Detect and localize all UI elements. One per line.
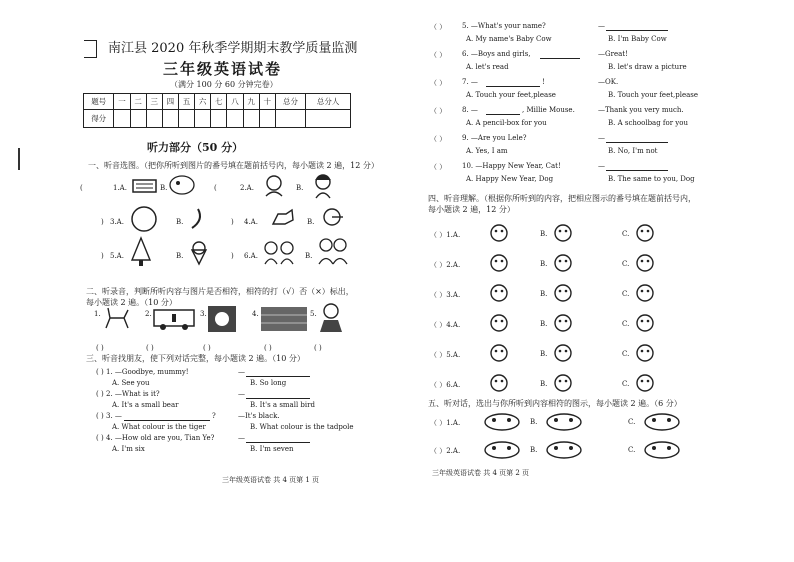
score-value-cell xyxy=(211,110,227,128)
option-b: B. No, I'm not xyxy=(608,147,658,155)
reply-blank[interactable] xyxy=(606,22,668,31)
score-header-cell: 六 xyxy=(195,94,211,110)
score-header-cell: 七 xyxy=(211,94,227,110)
pinocchio-picture xyxy=(319,205,345,233)
dialogue-question-end: ! xyxy=(542,78,545,86)
option-label: C. xyxy=(622,320,630,328)
reply-blank[interactable] xyxy=(246,368,310,377)
bear-picture xyxy=(488,252,510,274)
dialogue-reply: —OK. xyxy=(598,78,619,86)
dialogue-reply: — xyxy=(598,22,605,30)
reply-blank[interactable] xyxy=(606,162,668,171)
exam-page-2 xyxy=(400,0,794,562)
exam-title: 南江县 2020 年秋季学期期末教学质量监测 xyxy=(108,41,358,56)
dialogue-reply: — xyxy=(238,368,245,376)
dialogue-question: 4. —How old are you, Tian Ye? xyxy=(106,434,215,442)
dialogue-question: 6. —Boys and girls, xyxy=(462,50,531,58)
reply-blank[interactable] xyxy=(246,434,310,443)
answer-paren[interactable]: （ ） xyxy=(430,23,447,31)
girl-picture xyxy=(310,172,336,200)
reindeer-picture xyxy=(102,304,134,332)
listening-title: 听力部分（50 分） xyxy=(147,141,244,154)
score-header-cell: 十 xyxy=(259,94,275,110)
option-a: A. Happy New Year, Dog xyxy=(466,175,554,183)
score-header-cell: 四 xyxy=(162,94,178,110)
bird-picture xyxy=(634,222,656,244)
score-header-cell: 九 xyxy=(243,94,259,110)
girl-picture xyxy=(488,372,510,394)
option-label: B. xyxy=(530,418,538,426)
answer-label[interactable]: （ ）4.A. xyxy=(430,321,461,329)
option-label: C. xyxy=(628,418,636,426)
banana-picture xyxy=(188,206,208,232)
answer-label[interactable]: （ ）1.A. xyxy=(430,419,461,427)
dialogue-reply: —It's black. xyxy=(238,412,280,420)
option-label: C. xyxy=(622,230,630,238)
reply-blank[interactable] xyxy=(606,134,668,143)
score-value-cell xyxy=(146,110,162,128)
family-table-picture xyxy=(642,438,682,460)
ice-cream-picture xyxy=(188,240,210,266)
dialogue-question: 5. —What's your name? xyxy=(462,22,546,30)
option-a: A. Touch your feet,please xyxy=(466,91,556,99)
dialogue-question: 9. —Are you Lele? xyxy=(462,134,527,142)
ball-nine-picture xyxy=(482,410,522,432)
option-label: B. xyxy=(540,260,548,268)
dialogue-reply: — xyxy=(598,162,605,170)
option-label: B. xyxy=(540,350,548,358)
dialogue-reply: — xyxy=(238,390,245,398)
option-label: B. xyxy=(530,446,538,454)
score-header-cell: 五 xyxy=(178,94,194,110)
reply-blank[interactable] xyxy=(246,390,310,399)
girl-sitting-picture xyxy=(316,302,346,334)
option-b: B. I'm Baby Cow xyxy=(608,35,667,43)
option-b: B. Touch your feet,please xyxy=(608,91,699,99)
answer-label[interactable]: （ ）2.A. xyxy=(430,261,461,269)
option-a: A. A pencil-box for you xyxy=(466,119,547,127)
dog-picture xyxy=(270,206,296,230)
section-2-heading: 二、听录音，判断所听内容与图片是否相符，相符的打（√）否（×）标出，每小题读 2 遍。（10 分） xyxy=(86,287,354,307)
option-label: B. xyxy=(540,320,548,328)
answer-paren[interactable]: ( ) xyxy=(96,412,104,420)
answer-label[interactable]: （ ）2.A. xyxy=(430,447,461,455)
robot-picture xyxy=(552,372,574,394)
option-b: B. A schoolbag for you xyxy=(608,119,688,127)
elephant-picture xyxy=(634,252,656,274)
dialogue-question: 8. — xyxy=(462,106,478,114)
option-label: C. xyxy=(622,260,630,268)
puppet-picture xyxy=(634,312,656,334)
score-header-cell: 总分人 xyxy=(306,94,351,110)
s1-q1-a: 1.A. xyxy=(113,184,127,192)
frog-picture xyxy=(488,222,510,244)
party-cakes-picture xyxy=(544,438,584,460)
man-picture xyxy=(552,312,574,334)
dialogue-reply: —Great! xyxy=(598,50,628,58)
option-a: A. let's read xyxy=(466,63,509,71)
question-blank[interactable] xyxy=(486,106,520,115)
score-header-row xyxy=(84,94,351,110)
option-label: B. xyxy=(540,230,548,238)
option-b: B. What colour is the tadpole xyxy=(250,423,354,431)
boy-picture xyxy=(262,174,286,198)
option-a: A. What colour is the tiger xyxy=(112,423,206,431)
score-value-cell xyxy=(195,110,211,128)
section-3-heading: 三、听音找朋友，使下列对话完整，每小题读 2 遍。（10 分） xyxy=(86,354,305,363)
answer-paren[interactable]: ( ) xyxy=(96,434,104,442)
score-value-cell xyxy=(130,110,146,128)
answer-label[interactable]: （ ）6.A. xyxy=(430,381,461,389)
score-value-cell xyxy=(275,110,305,128)
page-2-footer: 三年级英语试卷 共 4 页第 2 页 xyxy=(432,469,530,477)
dialogue-question: 7. — xyxy=(462,78,478,86)
answer-paren[interactable]: （ ） xyxy=(430,51,447,59)
score-value-cell xyxy=(162,110,178,128)
score-header-cell: 二 xyxy=(130,94,146,110)
binding-mark xyxy=(84,40,97,58)
score-header-cell: 题号 xyxy=(84,94,114,110)
score-table xyxy=(83,93,351,128)
answer-paren[interactable]: （ ） xyxy=(430,163,447,171)
mice-picture xyxy=(262,238,296,266)
answer-label[interactable]: （ ）5.A. xyxy=(430,351,461,359)
baby-cow-picture xyxy=(642,410,682,432)
question-blank[interactable] xyxy=(124,412,210,421)
option-a: A. Yes, I am xyxy=(466,147,508,155)
dialogue-question: 3. — xyxy=(106,412,122,420)
bear-picture xyxy=(206,304,238,334)
section-4-heading: 四、听音理解。（根据你所听到的内容，把相应图示的番号填在题前括号内，每小题读 2 遍，12 分） xyxy=(428,194,696,214)
score-header-cell: 三 xyxy=(146,94,162,110)
score-value-cell xyxy=(227,110,243,128)
score-value-cell xyxy=(243,110,259,128)
exam-subtitle: 三年级英语试卷 xyxy=(163,60,283,78)
option-label: B. xyxy=(540,380,548,388)
section-1-heading: 一、听音选图。（把你所听到图片的番号填在题前括号内，每小题读 2 遍，12 分） xyxy=(88,161,379,170)
score-header-cell: 总分 xyxy=(275,94,305,110)
dialogue-question: 1. —Goodbye, mummy! xyxy=(106,368,189,376)
score-value-cell xyxy=(114,110,130,128)
boy-picture xyxy=(488,312,510,334)
answer-paren[interactable]: ( ) xyxy=(96,390,104,398)
pencil-box-picture xyxy=(552,342,574,364)
option-a: A. See you xyxy=(112,379,150,387)
option-label: B. xyxy=(540,290,548,298)
option-b: B. So long xyxy=(250,379,287,387)
wall-picture xyxy=(260,306,308,332)
page-1-footer: 三年级英语试卷 共 4 页第 1 页 xyxy=(222,476,320,484)
dialogue-question-end: , Millie Mouse. xyxy=(522,106,575,114)
score-value-cell xyxy=(178,110,194,128)
option-label: C. xyxy=(628,446,636,454)
dialogue-reply: — xyxy=(238,434,245,442)
section-5-heading: 五、听对话，选出与你所听到内容相符的图示，每小题读 2 遍。（6 分） xyxy=(428,399,682,408)
exam-note: （满分 100 分 60 分钟完卷） xyxy=(170,80,278,89)
option-b: B. It's a small bird xyxy=(250,401,315,409)
answer-paren[interactable]: ( ) xyxy=(96,368,104,376)
ten-picture xyxy=(634,282,656,304)
face-picture xyxy=(552,222,574,244)
dialogue-question-end: ? xyxy=(212,412,216,420)
dialogue-question: 2. —What is it? xyxy=(106,390,160,398)
ball-picture xyxy=(130,205,158,233)
crab-picture xyxy=(552,252,574,274)
question-blank[interactable] xyxy=(540,50,580,59)
option-b: B. I'm seven xyxy=(250,445,294,453)
dialogue-question: 10. —Happy New Year, Cat! xyxy=(462,162,561,170)
score-value-row xyxy=(84,110,351,128)
schoolbag-picture xyxy=(634,342,656,364)
dialogue-reply: — xyxy=(598,134,605,142)
score-value-cell: 得分 xyxy=(84,110,114,128)
score-value-cell xyxy=(259,110,275,128)
question-blank[interactable] xyxy=(486,78,540,87)
birthday-party-picture xyxy=(482,438,522,460)
option-a: A. I'm six xyxy=(112,445,145,453)
answer-paren[interactable]: （ ） xyxy=(430,135,447,143)
six-picture xyxy=(488,282,510,304)
option-label: C. xyxy=(622,290,630,298)
option-b: B. The same to you, Dog xyxy=(608,175,695,183)
answer-paren[interactable]: （ ） xyxy=(430,107,447,115)
cloud-picture xyxy=(168,174,196,196)
option-a: A. It's a small bear xyxy=(112,401,179,409)
dialogue-reply: —Thank you very much. xyxy=(598,106,684,114)
score-header-cell: 八 xyxy=(227,94,243,110)
keyboard-picture xyxy=(132,176,158,194)
boy-glasses-picture xyxy=(552,282,574,304)
ambulance-picture xyxy=(152,304,198,332)
option-label: C. xyxy=(622,350,630,358)
exam-page-1: 南江县 2020 年秋季学期期末教学质量监测 三年级英语试卷 （满分 100 分 60 分钟完卷） 题号 一 二 三 四 五 六 七 八 九 十 总分 总分人 得分 听力部分（50 分） 一、听音选图。（把你所听到图片的番号填在题前括号内，每小题读 2 遍，12 分） ( 1.A. B. ( 2.A. B. ) 3.A. B. ) 4.A. B. ) 5.A. B. ) 6.A. B. 二、听录音，判断所听内容与图片是否相符，相符的打（√）否（×）标出，每小题读 2 遍。（10 分） 1. 2. 3. 4. 5. ( ) ( ) ( ) ( ) ( ) 三、听音找朋友，使下列对话完整，每小题读 2 遍。（10 分） ( ) 1. —Goodbye, mummy! — A. See you B. So long ( ) 2. —What is it? — A. It's a small bear B. It's a small bird ( ) 3. — ? —It's black. A. What colour is the tiger B. What colour is the tadpole ( ) 4. —How old are you, Tian Ye? — A. I'm six B. I'm seven 三年级英语试卷 共 4 页第 1 页 xyxy=(0,0,397,562)
answer-label[interactable]: （ ）1.A. xyxy=(430,231,461,239)
answer-label[interactable]: （ ）3.A. xyxy=(430,291,461,299)
kids-cake-picture xyxy=(544,410,584,432)
score-header-cell: 一 xyxy=(114,94,130,110)
kid-picture xyxy=(634,372,656,394)
answer-paren[interactable]: （ ） xyxy=(430,79,447,87)
score-value-cell xyxy=(306,110,351,128)
option-label: C. xyxy=(622,380,630,388)
kids-picture xyxy=(316,236,350,266)
option-a: A. My name's Baby Cow xyxy=(466,35,552,43)
binding-line xyxy=(18,148,20,170)
christmas-tree-picture xyxy=(128,236,154,268)
chest-picture xyxy=(488,342,510,364)
option-b: B. let's draw a picture xyxy=(608,63,687,71)
